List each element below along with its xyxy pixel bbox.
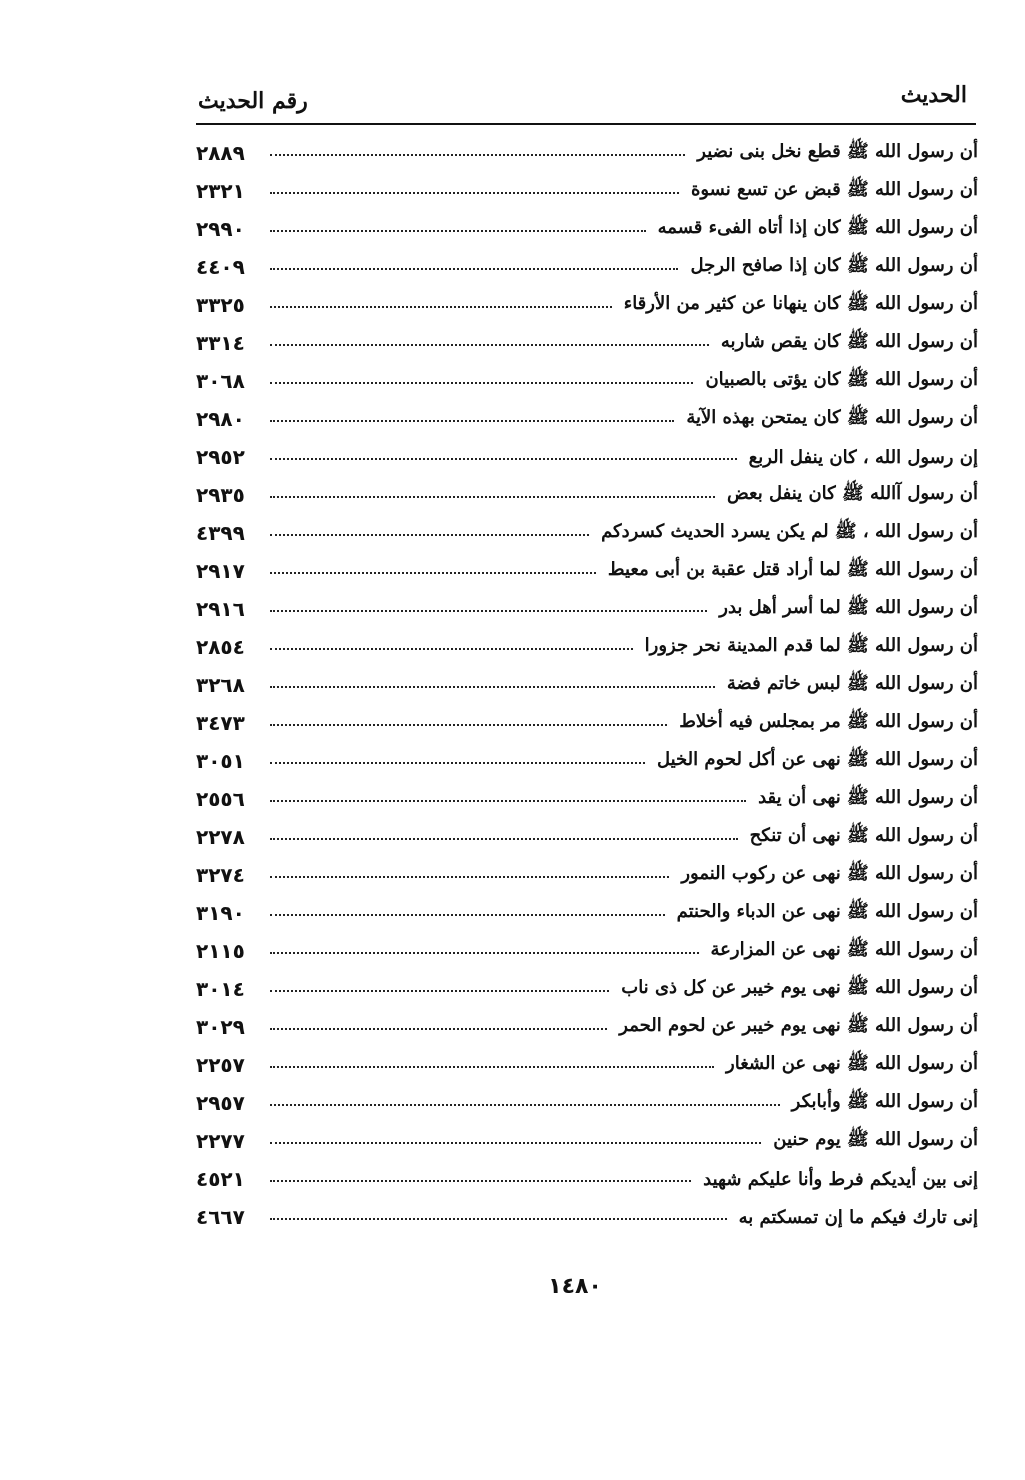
index-entry (196, 172, 978, 210)
hadith-text: أن رسول الله ﷺ كان إذا صافح الرجل (690, 255, 978, 276)
hadith-number: ٢٨٨٩ (196, 141, 245, 165)
dot-leader (270, 1218, 727, 1220)
index-entry (196, 286, 978, 324)
hadith-text: أن رسول آالله ﷺ كان ينفل بعض (726, 483, 978, 504)
hadith-number: ٣٠٥١ (196, 749, 245, 773)
dot-leader (270, 420, 674, 422)
dot-leader (270, 876, 669, 878)
hadith-number-column-header: رقم الحديث (198, 88, 308, 114)
hadith-text: أن رسول الله ﷺ نهى يوم خيبر عن كل ذى ناب (621, 977, 978, 998)
hadith-text: إنى بين أيديكم فرط وأنا عليكم شهيد (703, 1168, 978, 1190)
hadith-text: أن رسول الله ﷺ نهى يوم خيبر عن لحوم الحمر (619, 1015, 978, 1036)
dot-leader (270, 1180, 691, 1182)
hadith-text: أن رسول الله ﷺ كان ينهانا عن كثير من الأرقاء (623, 293, 978, 314)
hadith-text: أن رسول الله ﷺ نهى عن أكل لحوم الخيل (656, 749, 978, 770)
hadith-text: أن رسول الله ﷺ قطع نخل بنى نضير (697, 141, 978, 162)
hadith-number: ٢٨٥٤ (196, 635, 245, 659)
hadith-column-header: الحديث (900, 82, 967, 108)
dot-leader (270, 800, 746, 802)
hadith-number: ٢٩٣٥ (196, 483, 245, 507)
hadith-number: ٤٥٢١ (196, 1167, 245, 1191)
dot-leader (270, 686, 715, 688)
hadith-number: ٢٩٥٢ (196, 445, 245, 469)
index-entry (196, 210, 978, 248)
index-entry (196, 514, 978, 552)
dot-leader (270, 1104, 780, 1106)
dot-leader (270, 762, 645, 764)
dot-leader (270, 382, 693, 384)
hadith-text: أن رسول الله ﷺ مر بمجلس فيه أخلاط (679, 711, 978, 732)
dot-leader (270, 534, 589, 536)
hadith-text: أن رسول الله ﷺ كان يمتحن بهذه الآية (686, 407, 978, 428)
dot-leader (270, 1142, 761, 1144)
dot-leader (270, 154, 685, 156)
index-entry (196, 856, 978, 894)
hadith-text: أن رسول الله ﷺ قبض عن تسع نسوة (690, 179, 978, 200)
index-entry (196, 628, 978, 666)
hadith-text: إنى تارك فيكم ما إن تمسكتم به (738, 1206, 978, 1228)
index-entry (196, 704, 978, 742)
hadith-number: ٤٤٠٩ (196, 255, 245, 279)
index-entry (196, 362, 978, 400)
dot-leader (270, 268, 678, 270)
hadith-number: ٣٠٢٩ (196, 1015, 245, 1039)
hadith-number: ٢٢٥٧ (196, 1053, 245, 1077)
hadith-number: ٢٣٢١ (196, 179, 245, 203)
index-entry (196, 400, 978, 438)
hadith-number: ٢١١٥ (196, 939, 245, 963)
dot-leader (270, 914, 665, 916)
hadith-number: ٢٥٥٦ (196, 787, 245, 811)
hadith-text: أن رسول الله ﷺ لما أراد قتل عقبة بن أبى معيط (607, 559, 978, 580)
hadith-number: ٤٣٩٩ (196, 521, 245, 545)
dot-leader (270, 724, 667, 726)
hadith-number: ٤٦٦٧ (196, 1205, 245, 1229)
hadith-number: ٢٩١٧ (196, 559, 245, 583)
hadith-text: إن رسول الله ، كان ينفل الربع (748, 446, 978, 468)
index-entry (196, 666, 978, 704)
dot-leader (270, 648, 633, 650)
hadith-text: أن رسول الله ﷺ لما قدم المدينة نحر جزورا (644, 635, 978, 656)
hadith-text: أن رسول الله ﷺ نهى أن يقد (758, 787, 978, 808)
index-entry (196, 780, 978, 818)
dot-leader (270, 990, 609, 992)
dot-leader (270, 230, 646, 232)
hadith-text: أن رسول الله ﷺ وأبابكر (791, 1091, 978, 1112)
page-number: ١٤٨٠ (548, 1274, 602, 1299)
index-entry (196, 932, 978, 970)
hadith-number: ٣٢٦٨ (196, 673, 245, 697)
index-entry (196, 248, 978, 286)
index-entry (196, 894, 978, 932)
dot-leader (270, 344, 709, 346)
hadith-text: أن رسول الله ﷺ نهى عن ركوب النمور (681, 863, 978, 884)
dot-leader (270, 952, 699, 954)
index-entry (196, 1160, 978, 1198)
hadith-text: أن رسول الله ﷺ نهى أن تنكح (749, 825, 978, 846)
dot-leader (270, 192, 679, 194)
hadith-text: أن رسول الله ﷺ كان إذا أتاه الفىء قسمه (657, 217, 978, 238)
index-entry (196, 134, 978, 172)
index-entry (196, 438, 978, 476)
hadith-index-list (196, 134, 978, 1236)
index-entry (196, 818, 978, 856)
dot-leader (270, 458, 737, 460)
hadith-text: أن رسول الله ﷺ نهى عن الدباء والحنتم (676, 901, 978, 922)
index-entry (196, 552, 978, 590)
dot-leader (270, 306, 612, 308)
dot-leader (270, 610, 707, 612)
hadith-number: ٣١٩٠ (196, 901, 245, 925)
dot-leader (270, 496, 715, 498)
hadith-text: أن رسول الله ﷺ يوم حنين (773, 1129, 978, 1150)
hadith-number: ٢٩٨٠ (196, 407, 245, 431)
hadith-number: ٢٢٧٨ (196, 825, 245, 849)
hadith-number: ٢٩٥٧ (196, 1091, 245, 1115)
hadith-number: ٣٣٢٥ (196, 293, 245, 317)
index-entry (196, 476, 978, 514)
hadith-text: أن رسول الله ﷺ نهى عن المزارعة (710, 939, 978, 960)
hadith-text: أن رسول الله ﷺ نهى عن الشغار (726, 1053, 978, 1074)
dot-leader (270, 1028, 607, 1030)
index-entry (196, 590, 978, 628)
dot-leader (270, 1066, 714, 1068)
hadith-text: أن رسول الله ﷺ كان يؤتى بالصبيان (705, 369, 978, 390)
hadith-text: أن رسول الله ، ﷺ لم يكن يسرد الحديث كسردكم (601, 521, 978, 542)
index-entry (196, 324, 978, 362)
index-entry (196, 1198, 978, 1236)
hadith-number: ٣٤٧٣ (196, 711, 245, 735)
index-entry (196, 1084, 978, 1122)
index-entry (196, 970, 978, 1008)
hadith-text: أن رسول الله ﷺ لبس خاتم فضة (726, 673, 978, 694)
index-entry (196, 742, 978, 780)
hadith-number: ٢٩٩٠ (196, 217, 245, 241)
hadith-number: ٣٢٧٤ (196, 863, 245, 887)
hadith-number: ٣٠٦٨ (196, 369, 245, 393)
hadith-text: أن رسول الله ﷺ كان يقص شاربه (720, 331, 978, 352)
hadith-number: ٢٩١٦ (196, 597, 245, 621)
index-entry (196, 1008, 978, 1046)
index-entry (196, 1122, 978, 1160)
hadith-number: ٢٢٧٧ (196, 1129, 245, 1153)
index-entry (196, 1046, 978, 1084)
dot-leader (270, 838, 738, 840)
hadith-number: ٣٠١٤ (196, 977, 245, 1001)
dot-leader (270, 572, 596, 574)
hadith-text: أن رسول الله ﷺ لما أسر أهل بدر (719, 597, 978, 618)
hadith-number: ٣٣١٤ (196, 331, 245, 355)
header-rule (196, 123, 976, 125)
